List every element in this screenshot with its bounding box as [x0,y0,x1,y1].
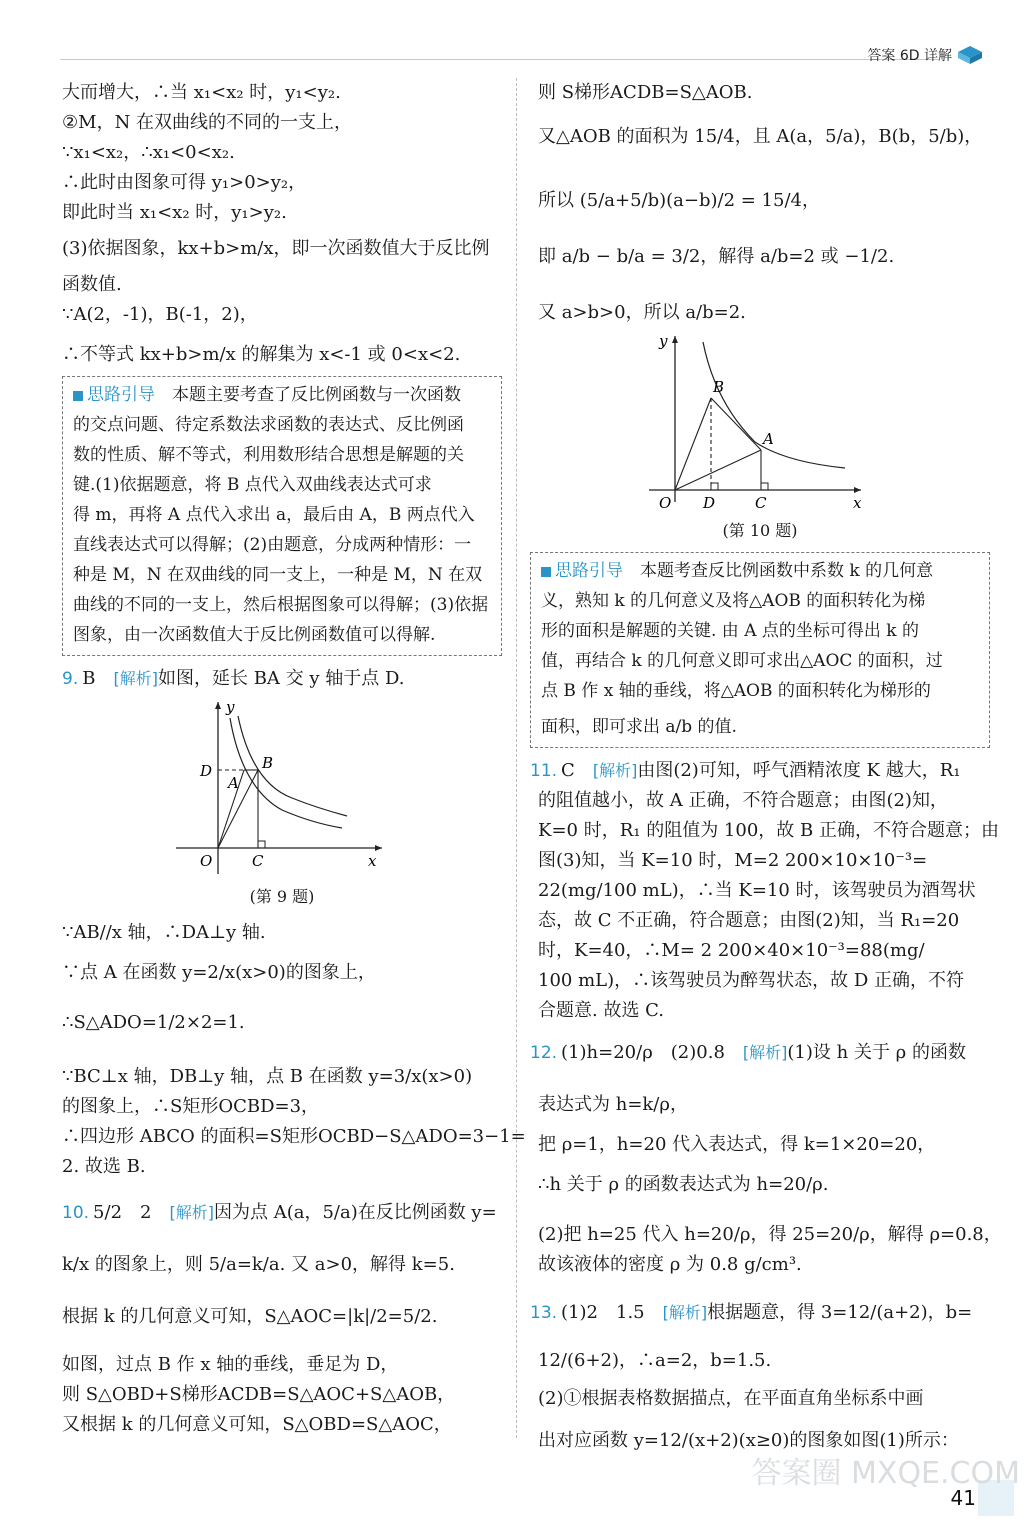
q10-number: 10. [62,1203,90,1223]
q11-line: 时，K=40，∴M= 2 200×40×10⁻³=88(mg/ [538,940,925,961]
text-line: 大而增大，∴当 x₁<x₂ 时，y₁<y₂. [62,82,341,103]
q10-line: 如图，过点 B 作 x 轴的垂线，垂足为 D， [62,1354,399,1375]
q10-tag: [解析] [169,1203,214,1222]
q11-line: 合题意. 故选 C. [538,1000,665,1021]
header-title: 答案 6D 详解 [867,48,952,64]
q12-answer: (1)h=20/ρ (2)0.8 [561,1042,725,1063]
figure-10 [645,332,875,512]
fig9-label-y: y [226,698,235,716]
column-divider [516,78,517,1438]
q11-line: 图(3)知，当 K=10 时，M=2 200×10×10⁻³= [538,850,928,871]
text-line: 所以 (5/a+5/b)(a−b)/2 = 15/4， [538,190,820,211]
hint-line: 值，再结合 k 的几何意义即可求出△AOC 的面积，过 [541,651,943,671]
fig10-label-d: D [703,494,716,512]
q12-line: ∴h 关于 ρ 的函数表达式为 h=20/ρ. [538,1174,829,1195]
q10-header [62,1198,502,1228]
hint-box [62,376,502,656]
hint-line: 点 B 作 x 轴的垂线，将△AOB 的面积转化为梯形的 [541,681,931,701]
hint-line: 曲线的不同的一支上，然后根据图象可以得解；(3)依据 [73,595,489,615]
q9-line: ∵AB//x 轴，∴DA⊥y 轴. [62,922,266,943]
fig10-label-y: y [659,332,668,350]
hint-line: 种是 M，N 在双曲线的同一支上，一种是 M，N 在双 [73,565,483,585]
q11-line: 态，故 C 不正确，符合题意；由图(2)知，当 R₁=20 [538,910,960,931]
hint-line: 面积，即可求出 a/b 的值. [541,717,737,737]
q9-line: 2. 故选 B. [62,1156,146,1177]
q9-line: ∵点 A 在函数 y=2/x(x>0)的图象上， [62,962,376,983]
q12-number: 12. [530,1043,558,1063]
left-column [62,78,526,1440]
q10-line: 又根据 k 的几何意义可知，S△OBD=S△AOC， [62,1414,452,1435]
text-line: (3)依据图象，kx+b>m/x，即一次函数值大于反比例 [62,238,490,259]
q13-header [530,1298,990,1328]
text-line: ∵A(2，-1)，B(-1，2)， [62,304,258,325]
figure-10-caption: (第 10 题) [722,521,798,540]
fig9-label-b: B [262,754,274,772]
hint-line: 形的面积是解题的关键. 由 A 点的坐标可得出 k 的 [541,621,920,641]
q13-line: 出对应函数 y=12/(x+2)(x≥0)的图象如图(1)所示： [538,1430,959,1451]
fig9-label-x: x [368,852,377,870]
q9-answer: B [82,668,96,689]
q12-line: 表达式为 h=k/ρ， [538,1094,688,1115]
text-line: ∵x₁<x₂，∴x₁<0<x₂. [62,142,235,163]
q13-line: (2)①根据表格数据描点，在平面直角坐标系中画 [538,1388,924,1409]
q11-number: 11. [530,761,558,781]
fig10-label-c: C [755,494,767,512]
hint-line: 义，熟知 k 的几何意义及将△AOB 的面积转化为梯 [541,591,926,611]
hint-line: 得 m，再将 A 点代入求出 a，最后由 A，B 两点代入 [73,505,475,525]
hint-marker-icon [73,391,83,401]
text-line: 又△AOB 的面积为 15/4，且 A(a，5/a)，B(b，5/b)， [538,126,983,147]
q13-answer: (1)2 1.5 [561,1302,645,1323]
q10-head: 因为点 A(a，5/a)在反比例函数 y= [213,1202,497,1223]
text-line: ②M，N 在双曲线的不同的一支上， [62,112,353,133]
hint-line: 键.(1)依据题意，将 B 点代入双曲线表达式可求 [73,475,432,495]
fig10-label-a: A [763,430,774,448]
hint-box [530,552,990,748]
hint-title: 思路引导 [555,561,623,581]
q10-line: k/x 的图象上，则 5/a=k/a. 又 a>0，解得 k=5. [62,1254,455,1275]
fig9-label-d: D [200,762,213,780]
hint-line: 直线表达式可以得解；(2)由题意，分成两种情形：一 [73,535,472,555]
q9-tag: [解析] [113,669,158,688]
q10-answer: 5/2 2 [93,1202,152,1223]
q12-header [530,1038,990,1068]
q12-head: (1)设 h 关于 ρ 的函数 [787,1042,966,1063]
q9-line: 的图象上，∴S矩形OCBD=3， [62,1096,320,1117]
q13-line: 12/(6+2)，∴a=2，b=1.5. [538,1350,772,1371]
q11-tag: [解析] [592,761,638,780]
fig10-label-o: O [659,494,672,512]
q9-line: ∴四边形 ABCO 的面积=S矩形OCBD−S△ADO=3−1= [62,1126,526,1147]
text-line: ∴不等式 kx+b>m/x 的解集为 x<-1 或 0<x<2. [62,344,461,365]
watermark: 答案圈 MXQE.COM [751,1456,1020,1491]
q11-head: 由图(2)可知，呼气酒精浓度 K 越大，R₁ [637,760,961,781]
hint-line: 本题考查反比例函数中系数 k 的几何意 [640,561,934,581]
text-line: 即此时当 x₁<x₂ 时，y₁>y₂. [62,202,287,223]
q11-line: 100 mL)，∴该驾驶员为醉驾状态，故 D 正确，不符 [538,970,964,991]
q13-tag: [解析] [662,1303,708,1322]
hint-line: 本题主要考查了反比例函数与一次函数 [172,385,461,405]
book-icon [956,44,984,66]
q11-line: 22(mg/100 mL)，∴当 K=10 时，该驾驶员为酒驾状 [538,880,976,901]
q11-header [530,756,990,786]
q13-number: 13. [530,1303,558,1323]
q12-line: 故该液体的密度 ρ 为 0.8 g/cm³. [538,1254,802,1275]
hint-line: 数的性质、解不等式，利用数形结合思想是解题的关 [73,445,464,465]
q10-line: 根据 k 的几何意义可知，S△AOC=|k|/2=5/2. [62,1306,438,1327]
q9-line: ∴S△ADO=1/2×2=1. [62,1012,245,1033]
header-rule [60,59,940,60]
text-line: ∴此时由图象可得 y₁>0>y₂， [62,172,307,193]
q9-head: 如图，延长 BA 交 y 轴于点 D. [157,668,405,689]
right-column [530,78,1002,1456]
text-line: 又 a>b>0，所以 a/b=2. [538,302,746,323]
hint-line: 的交点问题、待定系数法求函数的表达式、反比例函 [73,415,464,435]
q9-line: ∵BC⊥x 轴，DB⊥y 轴，点 B 在函数 y=3/x(x>0) [62,1066,473,1087]
fig10-label-x: x [853,494,862,512]
figure-9-caption: (第 9 题) [249,887,315,906]
text-line: 函数值. [62,274,122,295]
q12-line: 把 ρ=1，h=20 代入表达式，得 k=1×20=20， [538,1134,936,1155]
q11-answer: C [561,760,575,781]
fig10-label-b: B [713,378,725,396]
q11-line: K=0 时，R₁ 的阻值为 100，故 B 正确，不符合题意；由 [538,820,999,841]
page-number: 41 [950,1486,976,1510]
q10-line: 则 S△OBD+S梯形ACDB=S△AOC+S△AOB， [62,1384,456,1405]
fig9-label-o: O [200,852,213,870]
hint-title: 思路引导 [87,385,155,405]
hint-marker-icon [541,567,551,577]
figure-9 [172,698,392,878]
text-line: 则 S梯形ACDB=S△AOB. [538,82,753,103]
q13-head: 根据题意，得 3=12/(a+2)，b= [707,1302,973,1323]
hint-line: 图象，由一次函数值大于反比例函数值可以得解. [73,625,436,645]
q9-header [62,664,502,694]
fig9-label-a: A [228,774,239,792]
q12-tag: [解析] [742,1043,788,1062]
q12-line: (2)把 h=25 代入 h=20/ρ，得 25=20/ρ，解得 ρ=0.8， [538,1224,1002,1245]
q11-line: 的阻值越小，故 A 正确，不符合题意；由图(2)知， [538,790,948,811]
q9-number: 9. [62,669,79,689]
text-line: 即 a/b − b/a = 3/2，解得 a/b=2 或 −1/2. [538,246,895,267]
fig9-label-c: C [252,852,264,870]
